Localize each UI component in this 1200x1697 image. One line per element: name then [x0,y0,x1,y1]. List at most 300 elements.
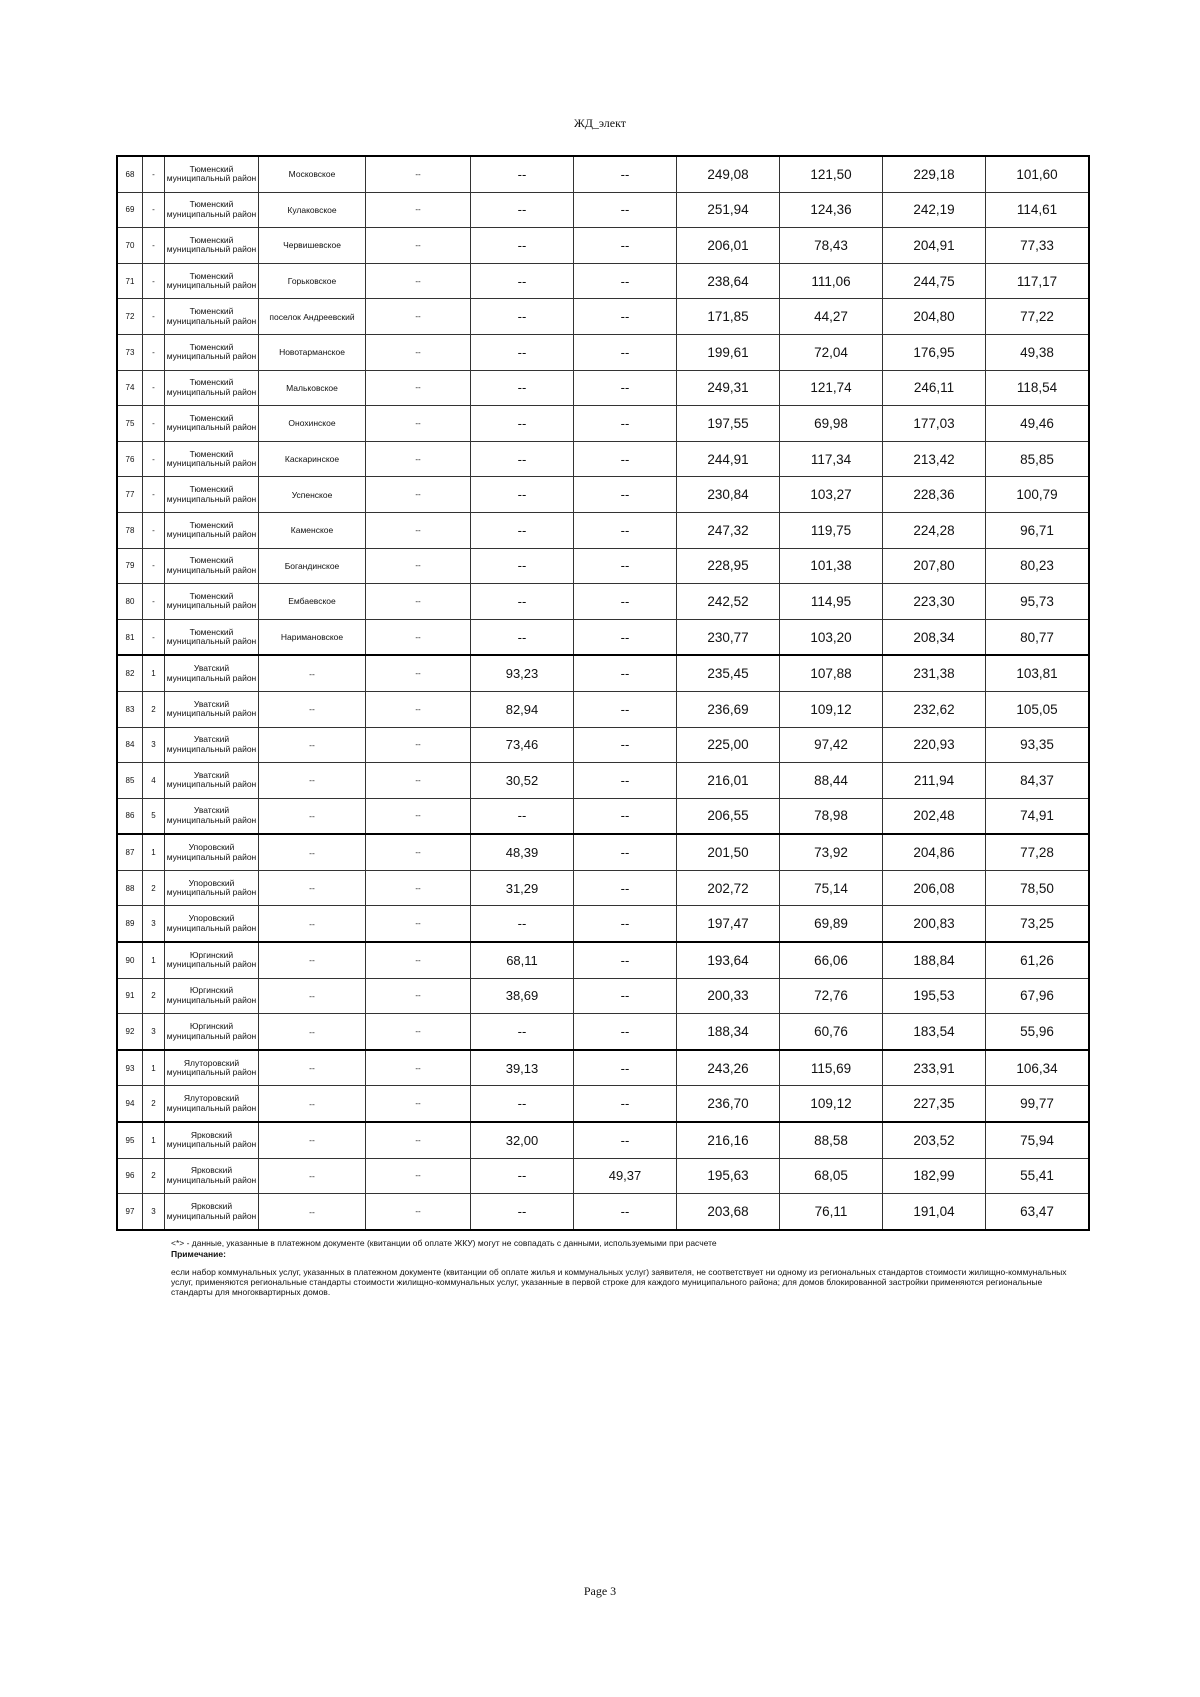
value-col-1: 206,01 [677,228,780,264]
table-row [117,228,1089,264]
table-row [117,798,1089,834]
value-col-2: 107,88 [780,655,883,691]
value-col-2: 97,42 [780,727,883,763]
district-name: Упоровский муниципальный район [165,834,259,870]
value-col-3: 203,52 [883,1122,986,1158]
value-col-c: -- [574,228,677,264]
settlement-name: -- [259,655,366,691]
value-col-a: -- [366,763,471,799]
settlement-name: Наримановское [259,619,366,655]
table-row [117,906,1089,942]
table-row [117,1014,1089,1050]
district-name: Тюменский муниципальный район [165,584,259,620]
value-col-c: -- [574,870,677,906]
page-footer: Page 3 [583,1584,617,1598]
value-col-1: 200,33 [677,978,780,1014]
value-col-a: -- [366,512,471,548]
value-col-b: 82,94 [471,691,574,727]
district-name: Тюменский муниципальный район [165,477,259,513]
value-col-2: 69,89 [780,906,883,942]
row-number: 86 [117,798,143,834]
value-col-3: 202,48 [883,798,986,834]
value-col-1: 197,47 [677,906,780,942]
value-col-b: -- [471,441,574,477]
value-col-2: 103,27 [780,477,883,513]
value-col-3: 246,11 [883,370,986,406]
row-number: 81 [117,619,143,655]
value-col-4: 99,77 [986,1086,1090,1122]
value-col-3: 223,30 [883,584,986,620]
value-col-3: 227,35 [883,1086,986,1122]
value-col-3: 188,84 [883,942,986,978]
settlement-name: Каскаринское [259,441,366,477]
settlement-name: Ембаевское [259,584,366,620]
sub-number: 2 [143,870,165,906]
row-number: 80 [117,584,143,620]
value-col-a: -- [366,942,471,978]
value-col-2: 88,44 [780,763,883,799]
value-col-c: -- [574,727,677,763]
sub-number: - [143,299,165,335]
district-name: Юргинский муниципальный район [165,978,259,1014]
settlement-name: Новотарманское [259,334,366,370]
value-col-b: -- [471,584,574,620]
value-col-a: -- [366,370,471,406]
value-col-4: 118,54 [986,370,1090,406]
value-col-c: -- [574,763,677,799]
sub-number: 3 [143,727,165,763]
settlement-name: Червишевское [259,228,366,264]
district-name: Упоровский муниципальный район [165,870,259,906]
row-number: 91 [117,978,143,1014]
table-row [117,192,1089,228]
table-row [117,584,1089,620]
value-col-2: 44,27 [780,299,883,335]
value-col-c: -- [574,1194,677,1230]
row-number: 97 [117,1194,143,1230]
value-col-3: 204,86 [883,834,986,870]
value-col-2: 109,12 [780,1086,883,1122]
value-col-3: 242,19 [883,192,986,228]
value-col-4: 49,38 [986,334,1090,370]
value-col-2: 119,75 [780,512,883,548]
value-col-3: 204,91 [883,228,986,264]
district-name: Тюменский муниципальный район [165,192,259,228]
value-col-2: 117,34 [780,441,883,477]
page-header: ЖД_элект [573,116,627,130]
value-col-3: 229,18 [883,156,986,192]
district-name: Юргинский муниципальный район [165,1014,259,1050]
value-col-c: -- [574,406,677,442]
value-col-a: -- [366,906,471,942]
value-col-1: 195,63 [677,1158,780,1194]
value-col-3: 182,99 [883,1158,986,1194]
row-number: 73 [117,334,143,370]
district-name: Тюменский муниципальный район [165,548,259,584]
value-col-3: 233,91 [883,1050,986,1086]
district-name: Тюменский муниципальный район [165,370,259,406]
value-col-2: 88,58 [780,1122,883,1158]
value-col-c: -- [574,978,677,1014]
value-col-3: 244,75 [883,263,986,299]
row-number: 83 [117,691,143,727]
value-col-1: 216,16 [677,1122,780,1158]
value-col-4: 78,50 [986,870,1090,906]
settlement-name: -- [259,763,366,799]
value-col-2: 60,76 [780,1014,883,1050]
value-col-2: 111,06 [780,263,883,299]
value-col-a: -- [366,406,471,442]
sub-number: 2 [143,1158,165,1194]
value-col-3: 176,95 [883,334,986,370]
district-name: Тюменский муниципальный район [165,299,259,335]
value-col-b: -- [471,1086,574,1122]
settlement-name: -- [259,691,366,727]
value-col-4: 77,28 [986,834,1090,870]
value-col-a: -- [366,1122,471,1158]
note-title: Примечание: [171,1249,226,1259]
table-row [117,870,1089,906]
value-col-2: 66,06 [780,942,883,978]
value-col-b: 30,52 [471,763,574,799]
settlement-name: -- [259,1014,366,1050]
settlement-name: -- [259,1050,366,1086]
value-col-a: -- [366,548,471,584]
district-name: Уватский муниципальный район [165,727,259,763]
district-name: Тюменский муниципальный район [165,334,259,370]
value-col-1: 216,01 [677,763,780,799]
table-row [117,548,1089,584]
value-col-c: -- [574,370,677,406]
district-name: Уватский муниципальный район [165,691,259,727]
value-col-c: -- [574,942,677,978]
value-col-1: 230,84 [677,477,780,513]
sub-number: 2 [143,978,165,1014]
settlement-name: Онохинское [259,406,366,442]
sub-number: 1 [143,942,165,978]
row-number: 94 [117,1086,143,1122]
value-col-2: 78,98 [780,798,883,834]
sub-number: 4 [143,763,165,799]
sub-number: - [143,477,165,513]
value-col-3: 177,03 [883,406,986,442]
settlement-name: -- [259,834,366,870]
value-col-1: 249,31 [677,370,780,406]
table-row [117,691,1089,727]
table-row [117,978,1089,1014]
district-name: Тюменский муниципальный район [165,441,259,477]
district-name: Тюменский муниципальный район [165,406,259,442]
value-col-4: 96,71 [986,512,1090,548]
value-col-4: 80,77 [986,619,1090,655]
value-col-4: 77,22 [986,299,1090,335]
value-col-1: 247,32 [677,512,780,548]
value-col-a: -- [366,619,471,655]
table-row [117,299,1089,335]
sub-number: - [143,370,165,406]
value-col-b: 39,13 [471,1050,574,1086]
note-text: если набор коммунальных услуг, указанных в платежном документе (квитанции об оплате жилья и коммунальных услуг) заявителя, не соответствует ни одному из региональных стандартов стоимости жилищно-коммунальных услуг, применяются региональные стандарты стоимости жилищно-коммунальных услуг, указанные в первой строке для каждого муниципального района; для домов блокированной застройки применяются региональные стандарты для многоквартирных домов. [171,1267,1067,1297]
value-col-3: 232,62 [883,691,986,727]
table-row [117,477,1089,513]
sub-number: 2 [143,1086,165,1122]
value-col-2: 121,50 [780,156,883,192]
value-col-c: -- [574,691,677,727]
district-name: Уватский муниципальный район [165,763,259,799]
value-col-b: 73,46 [471,727,574,763]
value-col-b: -- [471,1194,574,1230]
table-row [117,834,1089,870]
value-col-2: 73,92 [780,834,883,870]
row-number: 84 [117,727,143,763]
value-col-4: 106,34 [986,1050,1090,1086]
table-row [117,441,1089,477]
settlement-name: Успенское [259,477,366,513]
sub-number: 3 [143,1014,165,1050]
value-col-4: 77,33 [986,228,1090,264]
row-number: 75 [117,406,143,442]
value-col-a: -- [366,978,471,1014]
district-name: Уватский муниципальный район [165,798,259,834]
value-col-b: -- [471,548,574,584]
row-number: 82 [117,655,143,691]
value-col-c: -- [574,906,677,942]
value-col-3: 231,38 [883,655,986,691]
value-col-1: 193,64 [677,942,780,978]
sub-number: - [143,263,165,299]
value-col-c: -- [574,834,677,870]
district-name: Ярковский муниципальный район [165,1122,259,1158]
value-col-c: -- [574,655,677,691]
sub-number: - [143,156,165,192]
settlement-name: Богандинское [259,548,366,584]
table-row [117,156,1089,192]
row-number: 90 [117,942,143,978]
sub-number: - [143,548,165,584]
value-col-a: -- [366,156,471,192]
value-col-b: 32,00 [471,1122,574,1158]
value-col-b: 31,29 [471,870,574,906]
value-col-a: -- [366,1050,471,1086]
row-number: 72 [117,299,143,335]
value-col-c: -- [574,584,677,620]
value-col-4: 55,41 [986,1158,1090,1194]
value-col-a: -- [366,798,471,834]
value-col-4: 75,94 [986,1122,1090,1158]
settlement-name: Мальковское [259,370,366,406]
settlement-name: поселок Андреевский [259,299,366,335]
district-name: Ялуторовский муниципальный район [165,1050,259,1086]
sub-number: 3 [143,1194,165,1230]
value-col-1: 249,08 [677,156,780,192]
value-col-a: -- [366,1194,471,1230]
row-number: 69 [117,192,143,228]
sub-number: - [143,192,165,228]
row-number: 88 [117,870,143,906]
value-col-a: -- [366,1086,471,1122]
value-col-b: -- [471,192,574,228]
value-col-a: -- [366,1158,471,1194]
sub-number: - [143,441,165,477]
table-body [117,156,1089,1230]
row-number: 95 [117,1122,143,1158]
district-name: Ярковский муниципальный район [165,1158,259,1194]
value-col-b: -- [471,370,574,406]
value-col-4: 114,61 [986,192,1090,228]
row-number: 96 [117,1158,143,1194]
value-col-b: -- [471,406,574,442]
value-col-4: 117,17 [986,263,1090,299]
value-col-4: 67,96 [986,978,1090,1014]
district-name: Тюменский муниципальный район [165,228,259,264]
row-number: 78 [117,512,143,548]
value-col-3: 213,42 [883,441,986,477]
district-name: Ялуторовский муниципальный район [165,1086,259,1122]
table-row [117,263,1089,299]
value-col-4: 100,79 [986,477,1090,513]
district-name: Тюменский муниципальный район [165,619,259,655]
district-name: Тюменский муниципальный район [165,512,259,548]
value-col-b: -- [471,263,574,299]
table-row [117,763,1089,799]
value-col-c: -- [574,1014,677,1050]
value-col-2: 69,98 [780,406,883,442]
sub-number: - [143,334,165,370]
table-row [117,655,1089,691]
value-col-4: 93,35 [986,727,1090,763]
value-col-4: 95,73 [986,584,1090,620]
settlement-name: -- [259,978,366,1014]
value-col-4: 61,26 [986,942,1090,978]
value-col-3: 208,34 [883,619,986,655]
row-number: 74 [117,370,143,406]
row-number: 68 [117,156,143,192]
district-name: Ярковский муниципальный район [165,1194,259,1230]
value-col-1: 197,55 [677,406,780,442]
value-col-b: 38,69 [471,978,574,1014]
value-col-b: -- [471,512,574,548]
table-row [117,1050,1089,1086]
value-col-4: 80,23 [986,548,1090,584]
sub-number: 5 [143,798,165,834]
value-col-c: 49,37 [574,1158,677,1194]
value-col-3: 183,54 [883,1014,986,1050]
value-col-3: 195,53 [883,978,986,1014]
district-name: Тюменский муниципальный район [165,263,259,299]
value-col-c: -- [574,1086,677,1122]
table-row [117,334,1089,370]
table-row [117,512,1089,548]
row-number: 89 [117,906,143,942]
value-col-3: 220,93 [883,727,986,763]
value-col-c: -- [574,798,677,834]
value-col-1: 206,55 [677,798,780,834]
value-col-4: 101,60 [986,156,1090,192]
sub-number: 1 [143,1122,165,1158]
value-col-b: -- [471,1158,574,1194]
value-col-1: 236,70 [677,1086,780,1122]
row-number: 87 [117,834,143,870]
row-number: 92 [117,1014,143,1050]
value-col-4: 73,25 [986,906,1090,942]
value-col-b: 93,23 [471,655,574,691]
value-col-c: -- [574,619,677,655]
sub-number: 1 [143,1050,165,1086]
value-col-1: 228,95 [677,548,780,584]
value-col-a: -- [366,228,471,264]
sub-number: 1 [143,834,165,870]
value-col-1: 230,77 [677,619,780,655]
value-col-4: 85,85 [986,441,1090,477]
row-number: 76 [117,441,143,477]
sub-number: - [143,619,165,655]
value-col-3: 204,80 [883,299,986,335]
sub-number: 3 [143,906,165,942]
value-col-c: -- [574,192,677,228]
settlement-name: -- [259,727,366,763]
value-col-b: 48,39 [471,834,574,870]
settlement-name: -- [259,798,366,834]
value-col-c: -- [574,1050,677,1086]
table-row [117,1194,1089,1230]
value-col-1: 243,26 [677,1050,780,1086]
value-col-2: 78,43 [780,228,883,264]
value-col-c: -- [574,299,677,335]
standards-table [116,155,1090,1231]
value-col-2: 72,04 [780,334,883,370]
value-col-2: 114,95 [780,584,883,620]
sub-number: - [143,584,165,620]
value-col-1: 238,64 [677,263,780,299]
value-col-3: 207,80 [883,548,986,584]
settlement-name: -- [259,1158,366,1194]
value-col-b: -- [471,334,574,370]
value-col-b: -- [471,228,574,264]
value-col-4: 63,47 [986,1194,1090,1230]
settlement-name: -- [259,1122,366,1158]
value-col-2: 115,69 [780,1050,883,1086]
value-col-c: -- [574,263,677,299]
row-number: 85 [117,763,143,799]
value-col-1: 225,00 [677,727,780,763]
value-col-a: -- [366,263,471,299]
value-col-b: -- [471,906,574,942]
settlement-name: -- [259,942,366,978]
value-col-4: 84,37 [986,763,1090,799]
row-number: 93 [117,1050,143,1086]
value-col-a: -- [366,584,471,620]
value-col-4: 49,46 [986,406,1090,442]
value-col-2: 68,05 [780,1158,883,1194]
value-col-2: 72,76 [780,978,883,1014]
value-col-a: -- [366,727,471,763]
value-col-2: 75,14 [780,870,883,906]
notes-block [171,1238,1071,1297]
row-number: 77 [117,477,143,513]
value-col-b: -- [471,1014,574,1050]
footnote: <*> - данные, указанные в платежном документе (квитанции об оплате ЖКУ) могут не совпадать с данными, используемыми при расчете [171,1238,717,1248]
value-col-b: -- [471,156,574,192]
value-col-a: -- [366,691,471,727]
value-col-b: -- [471,798,574,834]
value-col-1: 201,50 [677,834,780,870]
value-col-1: 199,61 [677,334,780,370]
value-col-a: -- [366,441,471,477]
table-row [117,727,1089,763]
table-row [117,1158,1089,1194]
sub-number: - [143,512,165,548]
value-col-4: 55,96 [986,1014,1090,1050]
